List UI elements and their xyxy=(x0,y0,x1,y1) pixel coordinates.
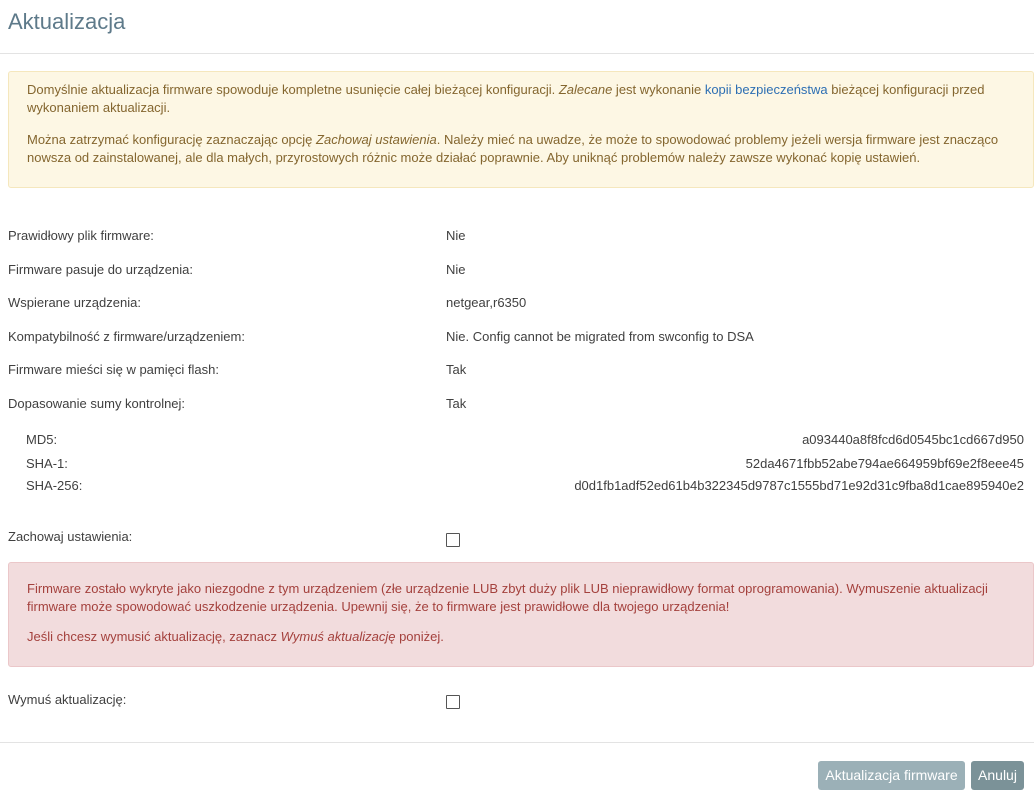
info-value: Nie xyxy=(446,262,466,277)
keep-settings-checkbox[interactable] xyxy=(446,533,460,547)
keep-settings-label: Zachowaj ustawienia: xyxy=(8,529,133,544)
warning-alert xyxy=(8,71,1034,188)
hash-row-sha256 xyxy=(26,477,1024,495)
backup-link[interactable]: kopii bezpieczeństwa xyxy=(704,82,828,97)
info-value: netgear,r6350 xyxy=(446,295,527,310)
title-divider xyxy=(0,53,1034,54)
error-paragraph-2: Jeśli chcesz wymusić aktualizację, zaznacz Wymuś aktualizację poniżej. xyxy=(27,629,444,644)
footer-divider xyxy=(0,742,1034,743)
info-value: Tak xyxy=(446,362,467,377)
page-title: Aktualizacja xyxy=(8,9,126,34)
hash-label: MD5: xyxy=(26,432,58,447)
force-update-checkbox[interactable] xyxy=(446,695,460,709)
info-label: Kompatybilność z firmware/urządzeniem: xyxy=(8,329,245,344)
error-alert xyxy=(8,562,1034,667)
hash-row-md5 xyxy=(26,431,1024,449)
warning-paragraph-2: Można zatrzymać konfigurację zaznaczając opcję Zachowaj ustawienia. Należy mieć na uwadze, że może to spowodować problemy jeżeli wersja firmware jest znacząco nowsza od zainstalowanej, ale dla małych, przyrostowych różnic może działać poprawnie. Aby uniknąć problemów należy zawsze wykonać kopię ustawień. xyxy=(27,132,999,165)
info-value: Nie. Config cannot be migrated from swconfig to DSA xyxy=(446,329,754,344)
info-value: Nie xyxy=(446,228,466,243)
error-paragraph-1: Firmware zostało wykryte jako niezgodne z tym urządzeniem (złe urządzenie LUB zbyt duży plik LUB nieprawidłowy format oprogramowania). Wymuszenie aktualizacji firmware może spowodować uszkodzenie urządzenia. Upewnij się, że to firmware jest prawidłowe dla twojego urządzenia! xyxy=(27,581,988,614)
force-update-label: Wymuś aktualizację: xyxy=(8,692,127,707)
info-label: Firmware mieści się w pamięci flash: xyxy=(8,362,219,377)
hash-label: SHA-256: xyxy=(26,478,83,493)
upgrade-firmware-button[interactable]: Aktualizacja firmware xyxy=(818,761,965,790)
info-label: Prawidłowy plik firmware: xyxy=(8,228,154,243)
hash-row-sha1 xyxy=(26,455,1024,473)
hash-value: d0d1fb1adf52ed61b4b322345d9787c1555bd71e92d31c9fba8d1cae895940e2 xyxy=(574,478,1024,493)
info-label: Firmware pasuje do urządzenia: xyxy=(8,262,193,277)
info-label: Wspierane urządzenia: xyxy=(8,295,141,310)
hash-label: SHA-1: xyxy=(26,456,68,471)
warning-paragraph-1: Domyślnie aktualizacja firmware spowoduje kompletne usunięcie całej bieżącej konfiguracji. Zalecane jest wykonanie kopii bezpieczeństwa bieżącej konfiguracji przed wykonaniem aktualizacji. xyxy=(27,82,985,115)
hash-value: a093440a8f8fcd6d0545bc1cd667d950 xyxy=(802,432,1024,447)
info-value: Tak xyxy=(446,396,467,411)
info-label: Dopasowanie sumy kontrolnej: xyxy=(8,396,186,411)
cancel-button[interactable]: Anuluj xyxy=(971,761,1024,790)
hash-value: 52da4671fbb52abe794ae664959bf69e2f8eee45 xyxy=(745,456,1024,471)
